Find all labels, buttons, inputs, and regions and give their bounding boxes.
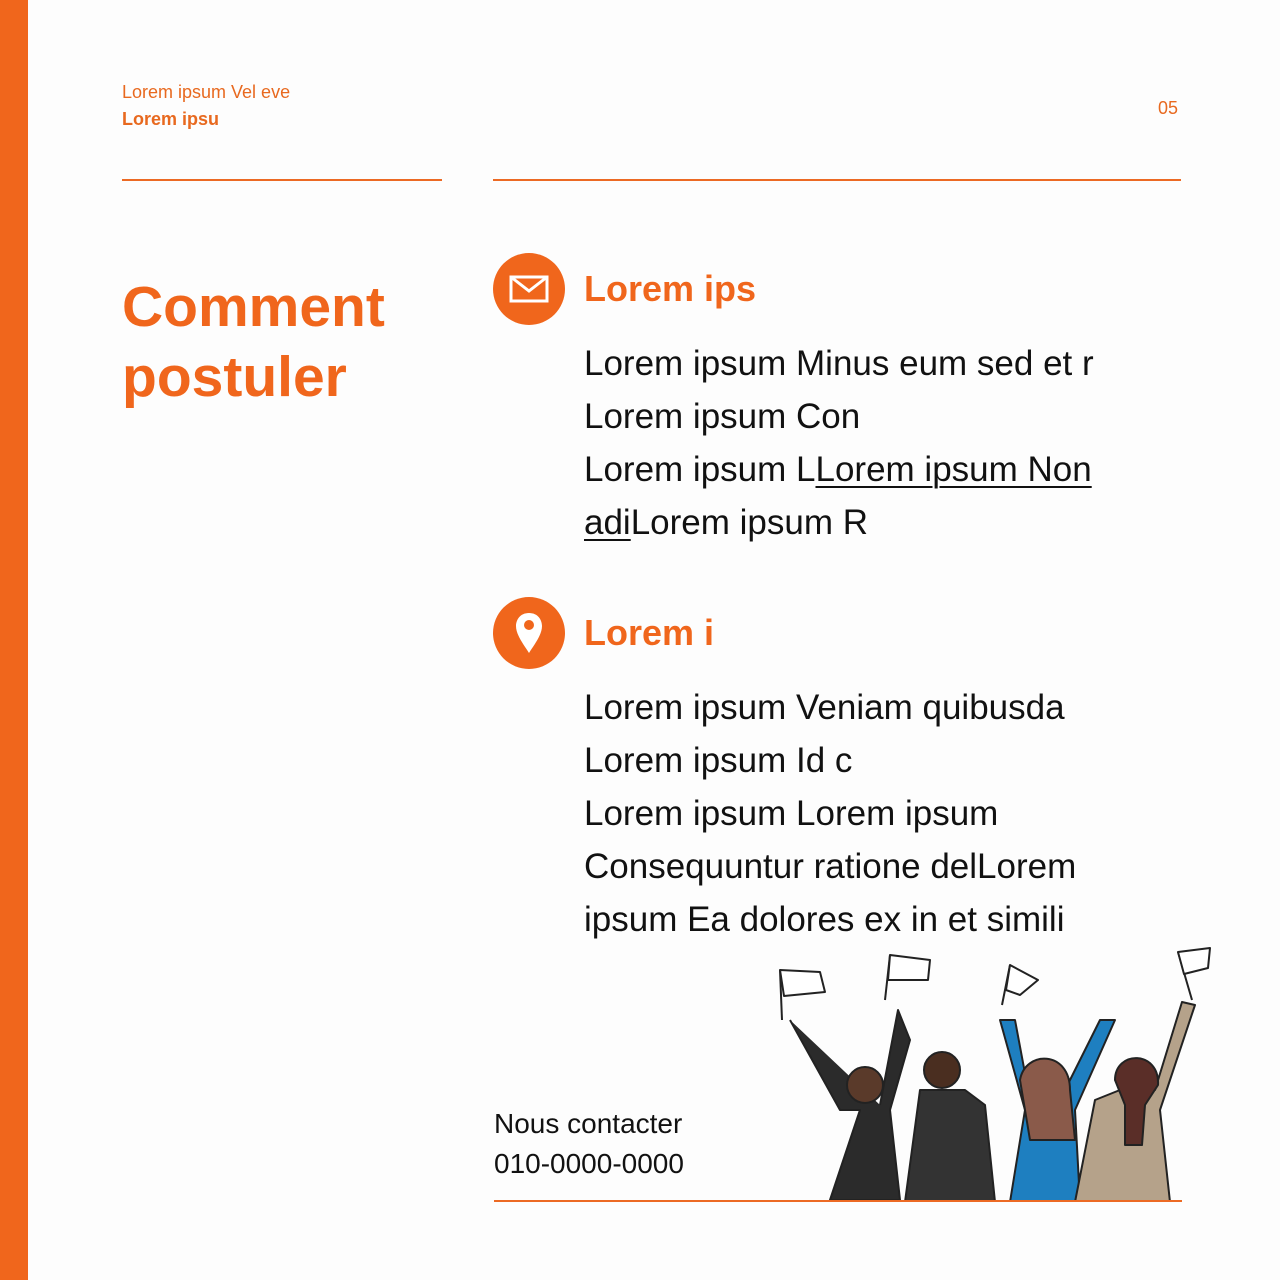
body-line — [584, 496, 1094, 549]
section-heading-contact: Lorem ips — [584, 268, 757, 309]
body-line: ipsum Ea dolores ex in et simili — [584, 900, 1065, 939]
section-body-location — [584, 681, 1076, 946]
header-subtitle: Lorem ipsum Vel eve — [122, 82, 291, 102]
body-line: Lorem ipsum Con — [584, 397, 861, 436]
divider-left — [122, 179, 442, 181]
location-pin-icon — [493, 597, 565, 669]
link[interactable]: adi — [584, 503, 631, 542]
text: Lorem ipsum R — [630, 503, 869, 542]
body-line: Lorem ipsum Veniam quibusda — [584, 688, 1065, 727]
body-line — [584, 443, 1094, 496]
text: Lorem ipsum L — [584, 450, 816, 489]
contact-label: Nous contacter — [494, 1108, 683, 1139]
page-title: Comment postuler — [122, 275, 385, 409]
section-body-contact — [584, 337, 1094, 549]
body-line: Lorem ipsum Minus eum sed et r — [584, 344, 1094, 383]
body-line: Lorem ipsum Id c — [584, 741, 853, 780]
link[interactable]: Lorem ipsum Non — [815, 450, 1092, 489]
people-with-flags-illustration — [770, 940, 1220, 1202]
contact-block — [494, 1104, 684, 1184]
accent-side-bar — [0, 0, 28, 1280]
body-line: Consequuntur ratione delLorem — [584, 847, 1077, 886]
body-line: Lorem ipsum Lorem ipsum — [584, 794, 999, 833]
mail-icon — [493, 253, 565, 325]
divider-right — [493, 179, 1181, 181]
header-subtitle-bold: Lorem ipsu — [122, 109, 220, 129]
page-number: 05 — [1158, 98, 1179, 118]
divider-bottom — [494, 1200, 1182, 1202]
contact-phone[interactable]: 010-0000-0000 — [494, 1148, 684, 1179]
section-heading-location: Lorem i — [584, 612, 715, 653]
